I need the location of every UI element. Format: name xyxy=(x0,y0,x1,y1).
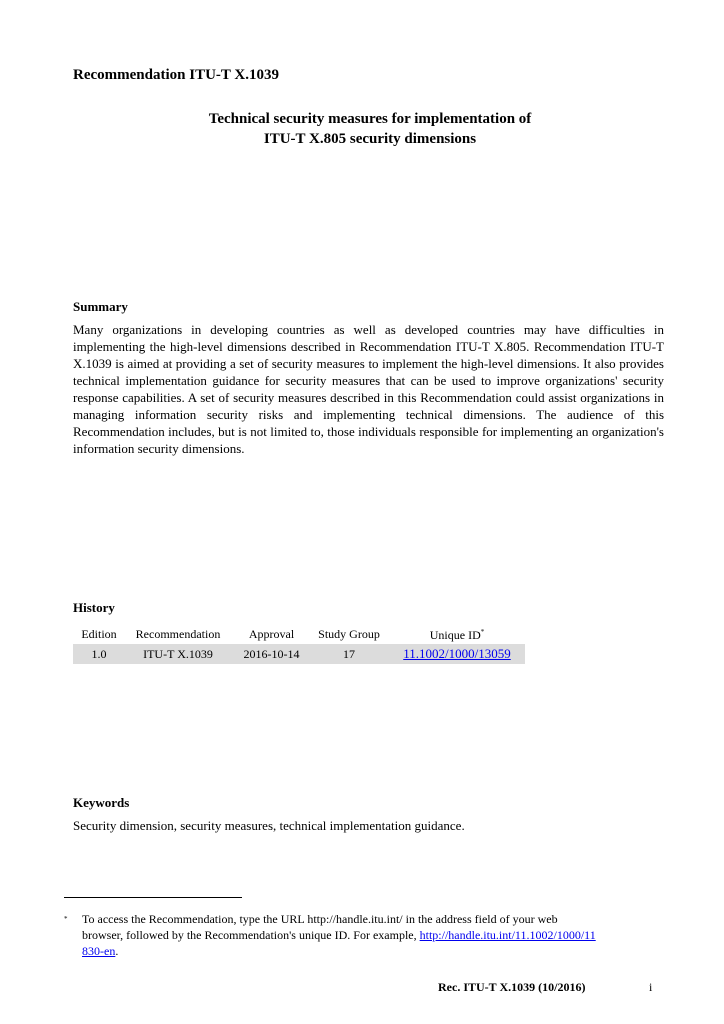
cell-recommendation: ITU-T X.1039 xyxy=(143,647,213,661)
title-line-2: ITU-T X.805 security dimensions xyxy=(263,131,477,147)
column-header-edition: Edition xyxy=(81,627,117,641)
page-title xyxy=(120,109,620,149)
table-row xyxy=(73,644,525,664)
footnote-body xyxy=(82,911,662,959)
page-number: i xyxy=(649,980,653,994)
cell-edition: 1.0 xyxy=(91,647,107,661)
footer-reference: Rec. ITU-T X.1039 (10/2016) xyxy=(438,980,586,994)
cell-approval: 2016-10-14 xyxy=(243,647,300,661)
column-header-approval: Approval xyxy=(248,627,295,641)
footnote-line-2-text: browser, followed by the Recommendation's unique ID. For example, xyxy=(82,928,420,942)
history-heading: History xyxy=(73,600,115,615)
example-link-part-2: 830-en xyxy=(82,944,116,958)
cell-study-group: 17 xyxy=(343,647,355,661)
footnote-divider xyxy=(64,897,242,898)
footnote-end: . xyxy=(115,944,119,958)
footnote-ref-mark: * xyxy=(480,628,485,636)
unique-id-label: Unique ID xyxy=(429,628,481,642)
keywords-text: Security dimension, security measures, technical implementation guidance. xyxy=(73,818,465,833)
footnote-line-2 xyxy=(82,927,662,959)
example-link-part-1: http://handle.itu.int/11.1002/1000/11 xyxy=(419,928,596,942)
summary-heading: Summary xyxy=(73,299,128,314)
column-header-unique-id xyxy=(389,628,525,643)
recommendation-label: Recommendation ITU-T X.1039 xyxy=(73,67,279,83)
column-header-study-group: Study Group xyxy=(318,627,380,641)
title-line-1: Technical security measures for implementation of xyxy=(208,111,532,127)
history-table xyxy=(73,624,525,664)
unique-id-link[interactable]: 11.1002/1000/13059 xyxy=(403,646,511,661)
keywords-heading: Keywords xyxy=(73,795,130,810)
cell-unique-id xyxy=(389,646,525,662)
footnote-line-1: To access the Recommendation, type the URL http://handle.itu.int/ in the address field of your web xyxy=(82,912,558,926)
column-header-recommendation: Recommendation xyxy=(135,627,221,641)
history-header-row xyxy=(73,624,525,644)
footnote-mark: * xyxy=(64,915,68,923)
summary-paragraph: Many organizations in developing countries as well as developed countries may have difficulties in implementing the high-level dimensions described in Recommendation ITU-T X.805. Recommendation ITU-T X.1039 is aimed at providing a set of security measures to implement the high-level dimensions. It also provides technical implementation guidance for security measures that can be used to improve organizations' security response capabilities. A set of security measures described in this Recommendation could assist organizations in managing information security risks and implementing technical dimensions. The audience of this Recommendation includes, but is not limited to, those individuals responsible for implementing an organization's information security dimensions. xyxy=(73,322,664,456)
